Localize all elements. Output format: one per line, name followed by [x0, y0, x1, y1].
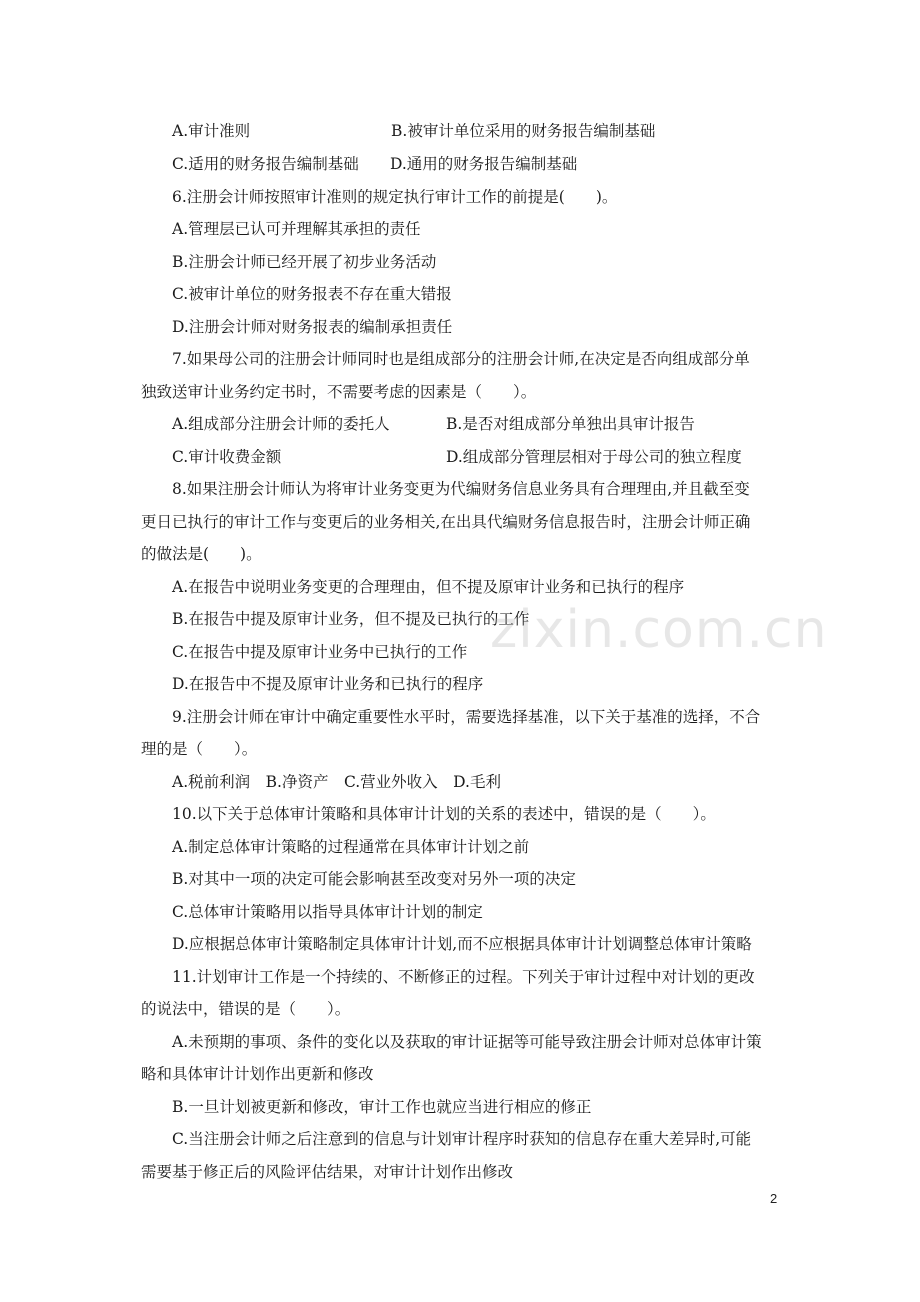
q9-stem-line-1: 9.注册会计师在审计中确定重要性水平时，需要选择基准，以下关于基准的选择，不合 [172, 708, 761, 726]
q9-options: A.税前利润 B.净资产 C.营业外收入 D.毛利 [172, 773, 501, 791]
q8-stem-line-1: 8.如果注册会计师认为将审计业务变更为代编财务信息业务具有合理理由,并且截至变 [172, 480, 750, 498]
q6-option-a: A.管理层已认可并理解其承担的责任 [172, 220, 421, 238]
q8-option-d: D.在报告中不提及原审计业务和已执行的程序 [172, 675, 484, 693]
q7-stem-line-2: 独致送审计业务约定书时，不需要考虑的因素是（ ）。 [141, 383, 537, 401]
q9-stem-line-2: 理的是（ ）。 [141, 740, 258, 758]
q10-option-d: D.应根据总体审计策略制定具体审计计划,而不应根据具体审计计划调整总体审计策略 [172, 935, 752, 953]
q7-option-b: B.是否对组成部分单独出具审计报告 [446, 415, 695, 433]
q11-option-c-line-2: 需要基于修正后的风险评估结果，对审计计划作出修改 [141, 1163, 514, 1181]
q6-option-d: D.注册会计师对财务报表的编制承担责任 [172, 318, 453, 336]
watermark: zixin.com.cn [490, 600, 828, 660]
q11-option-c-line-1: C.当注册会计师之后注意到的信息与计划审计程序时获知的信息存在重大差异时,可能 [172, 1130, 752, 1148]
q5-option-d: D.通用的财务报告编制基础 [390, 155, 578, 173]
q7-stem-line-1: 7.如果母公司的注册会计师同时也是组成部分的注册会计师,在决定是否向组成部分单 [172, 350, 750, 368]
q11-option-a-line-1: A.未预期的事项、条件的变化以及获取的审计证据等可能导致注册会计师对总体审计策 [172, 1033, 762, 1051]
q7-option-a: A.组成部分注册会计师的委托人 [172, 415, 390, 433]
q6-stem: 6.注册会计师按照审计准则的规定执行审计工作的前提是( )。 [172, 188, 618, 206]
q11-option-a-line-2: 略和具体审计计划作出更新和修改 [141, 1065, 374, 1083]
q11-stem-line-2: 的说法中，错误的是（ ）。 [141, 1000, 351, 1018]
q10-option-a: A.制定总体审计策略的过程通常在具体审计计划之前 [172, 838, 530, 856]
q10-option-b: B.对其中一项的决定可能会影响甚至改变对另外一项的决定 [172, 870, 576, 888]
q8-option-a: A.在报告中说明业务变更的合理理由，但不提及原审计业务和已执行的程序 [172, 578, 685, 596]
q8-stem-line-3: 的做法是( )。 [141, 545, 262, 563]
page-number: 2 [770, 1191, 778, 1206]
q5-option-b: B.被审计单位采用的财务报告编制基础 [391, 122, 656, 140]
q8-option-c: C.在报告中提及原审计业务中已执行的工作 [172, 643, 468, 661]
q7-option-c: C.审计收费金额 [172, 448, 282, 466]
q8-option-b: B.在报告中提及原审计业务，但不提及已执行的工作 [172, 610, 530, 628]
q5-option-a: A.审计准则 [172, 122, 251, 140]
q10-option-c: C.总体审计策略用以指导具体审计计划的制定 [172, 903, 483, 921]
q11-stem-line-1: 11.计划审计工作是一个持续的、不断修正的过程。下列关于审计过程中对计划的更改 [172, 968, 755, 986]
q6-option-c: C.被审计单位的财务报表不存在重大错报 [172, 285, 452, 303]
q8-stem-line-2: 更日已执行的审计工作与变更后的业务相关,在出具代编财务信息报告时，注册会计师正确 [141, 513, 751, 531]
q5-option-c: C.适用的财务报告编制基础 [172, 155, 359, 173]
q6-option-b: B.注册会计师已经开展了初步业务活动 [172, 253, 437, 271]
q10-stem: 10.以下关于总体审计策略和具体审计计划的关系的表述中，错误的是（ ）。 [172, 805, 716, 823]
q11-option-b: B.一旦计划被更新和修改，审计工作也就应当进行相应的修正 [172, 1098, 592, 1116]
q7-option-d: D.组成部分管理层相对于母公司的独立程度 [446, 448, 742, 466]
